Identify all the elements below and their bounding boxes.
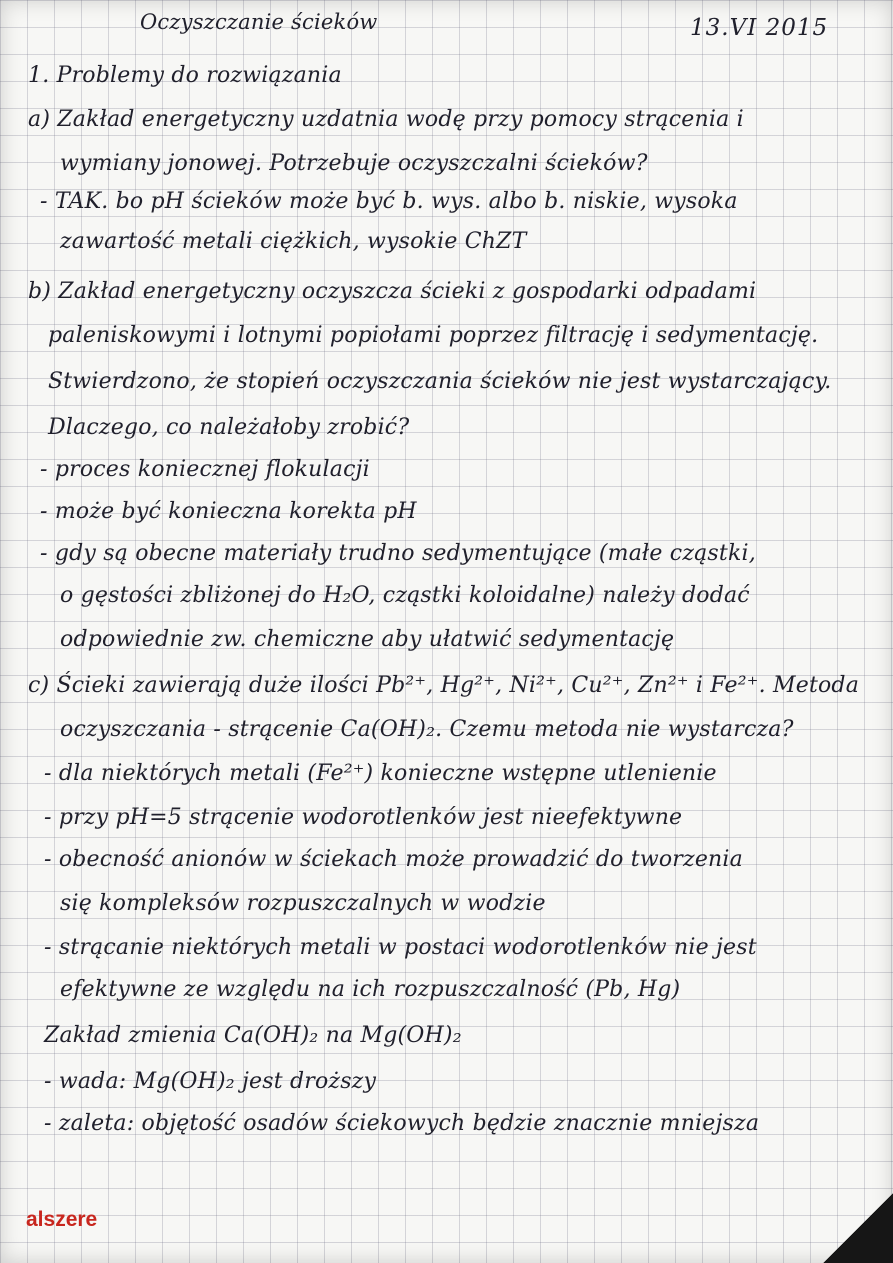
page-date: 13.VI 2015	[690, 15, 829, 41]
note-line: Dlaczego, co należałoby zrobić?	[48, 415, 410, 440]
note-line: odpowiednie zw. chemiczne aby ułatwić sedymentację	[60, 627, 675, 652]
note-line: - strącanie niektórych metali w postaci wodorotlenków nie jest	[44, 935, 757, 960]
note-line: - obecność anionów w ściekach może prowadzić do tworzenia	[44, 847, 743, 872]
note-line: zawartość metali ciężkich, wysokie ChZT	[60, 229, 527, 254]
note-line: paleniskowymi i lotnymi popiołami poprzez filtrację i sedymentację.	[48, 323, 819, 348]
note-line: o gęstości zbliżonej do H₂O, cząstki koloidalne) należy dodać	[60, 583, 750, 608]
note-line: a) Zakład energetyczny uzdatnia wodę przy pomocy strącenia i	[28, 107, 744, 132]
note-line: b) Zakład energetyczny oczyszcza ścieki z gospodarki odpadami	[28, 279, 757, 304]
note-line: efektywne ze względu na ich rozpuszczalność (Pb, Hg)	[60, 977, 681, 1002]
note-line: - może być konieczna korekta pH	[40, 499, 417, 524]
note-line: - gdy są obecne materiały trudno sedymentujące (małe cząstki,	[40, 541, 756, 566]
note-line: wymiany jonowej. Potrzebuje oczyszczalni ścieków?	[60, 151, 648, 176]
note-line: się kompleksów rozpuszczalnych w wodzie	[60, 891, 546, 916]
note-line: - dla niektórych metali (Fe²⁺) konieczne wstępne utlenienie	[44, 761, 717, 786]
note-line: oczyszczania - strącenie Ca(OH)₂. Czemu metoda nie wystarcza?	[60, 717, 794, 742]
watermark: alszere	[26, 1208, 98, 1231]
note-line: - przy pH=5 strącenie wodorotlenków jest nieefektywne	[44, 805, 683, 830]
note-line: - proces koniecznej flokulacji	[40, 457, 370, 482]
section-heading: 1. Problemy do rozwiązania	[28, 63, 342, 88]
note-line: Stwierdzono, że stopień oczyszczania ścieków nie jest wystarczający.	[48, 369, 832, 394]
note-line: - zaleta: objętość osadów ściekowych będzie znacznie mniejsza	[44, 1111, 760, 1136]
note-line: Zakład zmienia Ca(OH)₂ na Mg(OH)₂	[44, 1023, 462, 1048]
page-title: Oczyszczanie ścieków	[140, 10, 378, 34]
note-line: c) Ścieki zawierają duże ilości Pb²⁺, Hg²⁺, Ni²⁺, Cu²⁺, Zn²⁺ i Fe²⁺. Metoda	[28, 673, 860, 698]
note-line: - wada: Mg(OH)₂ jest droższy	[44, 1069, 377, 1094]
note-line: - TAK. bo pH ścieków może być b. wys. albo b. niskie, wysoka	[40, 189, 738, 214]
